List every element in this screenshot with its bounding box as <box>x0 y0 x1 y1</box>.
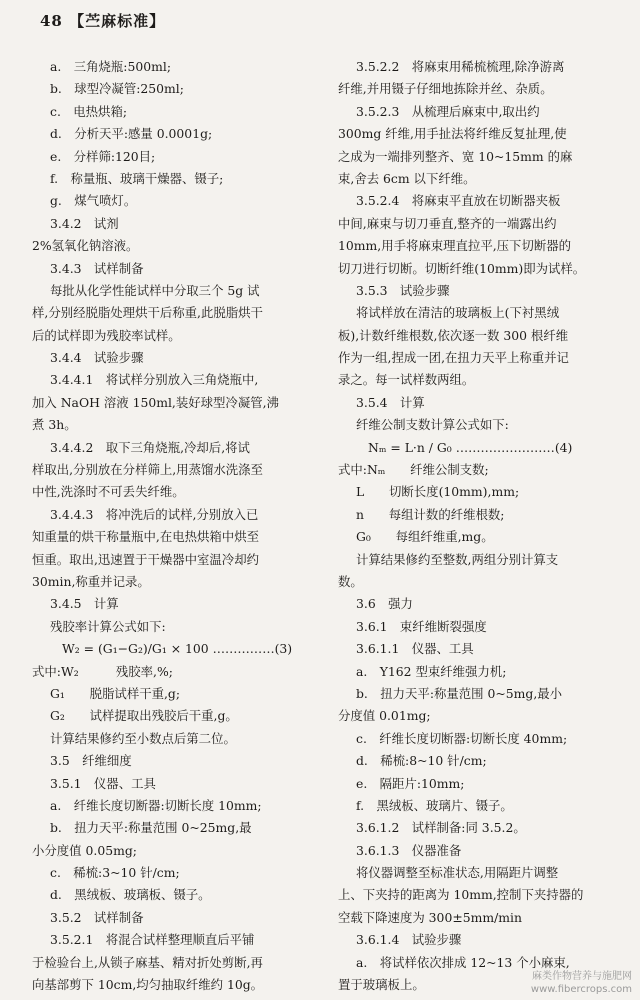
text-line: 后的试样即为残胶率试样。 <box>32 327 181 343</box>
text-line: 中间,麻束与切刀垂直,整齐的一端露出约 <box>338 215 557 231</box>
text-line: d. 分析天平:感量 0.0001g; <box>50 126 213 142</box>
text-line: 将试样放在清洁的玻璃板上(下衬黑绒 <box>356 305 560 321</box>
text-line: b. 扭力天平:称量范围 0~5mg,最小 <box>356 685 563 701</box>
text-line: G₂ 试样提取出残胶后干重,g。 <box>50 708 238 724</box>
running-title: 【苎麻标准】 <box>69 12 166 30</box>
text-line: 3.4.2 试剂 <box>50 215 119 231</box>
text-line: 于检验台上,从锁子麻基、精对折处剪断,再 <box>32 954 263 970</box>
watermark-cn: 麻类作物营养与施肥网 <box>532 971 632 982</box>
text-line: 煮 3h。 <box>32 417 77 433</box>
text-line: 3.5.4 计算 <box>356 394 425 410</box>
text-line: 3.4.4.3 将冲洗后的试样,分别放入已 <box>50 506 259 522</box>
text-line: a. Y162 型束纤维强力机; <box>356 663 507 679</box>
left-column <box>32 56 328 996</box>
text-line: 3.4.4.1 将试样分别放入三角烧瓶中, <box>50 372 259 388</box>
text-line: 样取出,分别放在分样筛上,用蒸馏水洗涤至 <box>32 462 263 478</box>
text-line: 样,分别经脱脂处理烘干后称重,此脱脂烘干 <box>32 305 263 321</box>
text-line: 3.6.1 束纤维断裂强度 <box>356 618 487 634</box>
text-line: 3.5.2 试样制备 <box>50 909 144 925</box>
text-line: 10mm,用手将麻束理直拉平,压下切断器的 <box>338 238 572 254</box>
text-line: W₂ = (G₁−G₂)/G₁ × 100 ……………(3) <box>62 641 293 657</box>
text-line: 3.5.1 仪器、工具 <box>50 775 156 791</box>
text-line: 3.6.1.3 仪器准备 <box>356 842 462 858</box>
text-line: 3.6.1.4 试验步骤 <box>356 932 462 948</box>
watermark <box>531 970 632 996</box>
text-line: a. 三角烧瓶:500ml; <box>50 59 171 74</box>
text-line: 中性,洗涤时不可丢失纤维。 <box>32 484 185 500</box>
text-line: L 切断长度(10mm),mm; <box>356 484 520 500</box>
text-line: 3.5 纤维细度 <box>50 753 132 769</box>
text-line: G₁ 脱脂试样干重,g; <box>50 685 181 701</box>
text-line: 之成为一端排列整齐、宽 10~15mm 的麻 <box>338 148 573 164</box>
text-line: 残胶率计算公式如下: <box>50 618 166 634</box>
text-line: 空载下降速度为 300±5mm/min <box>338 909 522 925</box>
text-line: 切刀进行切断。切断纤维(10mm)即为试样。 <box>338 260 586 276</box>
text-line: 3.5.2.4 将麻束平直放在切断器夹板 <box>356 193 561 209</box>
text-line: a. 纤维长度切断器:切断长度 10mm; <box>50 797 262 813</box>
text-line: 3.5.2.1 将混合试样整理顺直后平铺 <box>50 932 255 948</box>
text-line: 分度值 0.01mg; <box>338 708 431 724</box>
text-line: b. 扭力天平:称量范围 0~25mg,最 <box>50 820 252 836</box>
text-line: 3.4.5 计算 <box>50 596 119 612</box>
page-header <box>40 10 165 31</box>
text-line: 向基部剪下 10cm,均匀抽取纤维约 10g。 <box>32 977 264 993</box>
watermark-url: www.fibercrops.com <box>530 984 632 995</box>
text-line: f. 黑绒板、玻璃片、镊子。 <box>356 797 513 813</box>
text-line: 3.5.3 试验步骤 <box>356 282 450 298</box>
text-line: 将仪器调整至标准状态,用隔距片调整 <box>356 865 559 881</box>
text-line: e. 隔距片:10mm; <box>356 775 465 791</box>
text-line: a. 将试样依次排成 12~13 个小麻束, <box>356 954 570 970</box>
page-number: 48 <box>40 12 63 30</box>
text-line: f. 称量瓶、玻璃干燥器、镊子; <box>50 170 224 186</box>
text-line: 小分度值 0.05mg; <box>32 842 137 858</box>
text-line: 2%氢氧化钠溶液。 <box>32 238 139 254</box>
text-line: 3.4.3 试样制备 <box>50 260 144 276</box>
text-line: 3.5.2.2 将麻束用稀梳梳理,除净游离 <box>356 59 565 74</box>
text-line: 3.6.1.1 仪器、工具 <box>356 641 474 657</box>
text-line: 3.5.2.3 从梳理后麻束中,取出约 <box>356 103 540 119</box>
text-line: 束,舍去 6cm 以下纤维。 <box>338 170 476 186</box>
text-line: 计算结果修约至整数,两组分别计算支 <box>356 551 559 567</box>
text-line: c. 电热烘箱; <box>50 103 128 119</box>
text-line: d. 稀梳:8~10 针/cm; <box>356 753 487 769</box>
right-column <box>338 56 632 996</box>
text-line: n 每组计数的纤维根数; <box>356 506 505 522</box>
text-line: 置于玻璃板上。 <box>338 977 425 993</box>
text-line: c. 稀梳:3~10 针/cm; <box>50 865 180 881</box>
text-line: 计算结果修约至小数点后第二位。 <box>50 730 236 746</box>
text-line: 恒重。取出,迅速置于干燥器中室温冷却约 <box>32 551 259 567</box>
text-line: 知重量的烘干称量瓶中,在电热烘箱中烘至 <box>32 529 259 545</box>
text-line: 板),计数纤维根数,依次逐一数 300 根纤维 <box>338 327 569 343</box>
text-line: 录之。每一试样数两组。 <box>338 372 475 388</box>
text-line: 纤维公制支数计算公式如下: <box>356 417 509 433</box>
text-line: g. 煤气喷灯。 <box>50 193 137 209</box>
text-line: 每批从化学性能试样中分取三个 5g 试 <box>50 282 260 298</box>
text-line: 3.6 强力 <box>356 596 413 612</box>
text-line: 上、下夹持的距离为 10mm,控制下夹持器的 <box>338 887 584 903</box>
text-line: G₀ 每组纤维重,mg。 <box>356 529 494 545</box>
text-line: e. 分样筛:120目; <box>50 148 156 164</box>
text-line: 30min,称重并记录。 <box>32 573 150 589</box>
text-line: 3.4.4 试验步骤 <box>50 350 144 366</box>
text-line: Nₘ = L·n / G₀ ……………………(4) <box>368 439 573 455</box>
text-line: 式中:Nₘ 纤维公制支数; <box>338 462 489 478</box>
text-line: 3.6.1.2 试样制备:同 3.5.2。 <box>356 820 526 836</box>
text-line: 3.4.4.2 取下三角烧瓶,冷却后,将试 <box>50 439 250 455</box>
text-line: 式中:W₂ 残胶率,%; <box>32 663 173 679</box>
text-line: 数。 <box>338 573 363 589</box>
text-line: d. 黑绒板、玻璃板、镊子。 <box>50 887 211 903</box>
text-line: 作为一组,捏成一团,在扭力天平上称重并记 <box>338 350 569 366</box>
text-line: 纤维,并用镊子仔细地拣除并丝、杂质。 <box>338 81 553 97</box>
text-line: b. 球型冷凝管:250ml; <box>50 81 184 97</box>
text-line: 加入 NaOH 溶液 150ml,装好球型冷凝管,沸 <box>32 394 279 410</box>
text-line: c. 纤维长度切断器:切断长度 40mm; <box>356 730 568 746</box>
text-line: 300mg 纤维,用手扯法将纤维反复扯理,使 <box>338 126 567 142</box>
